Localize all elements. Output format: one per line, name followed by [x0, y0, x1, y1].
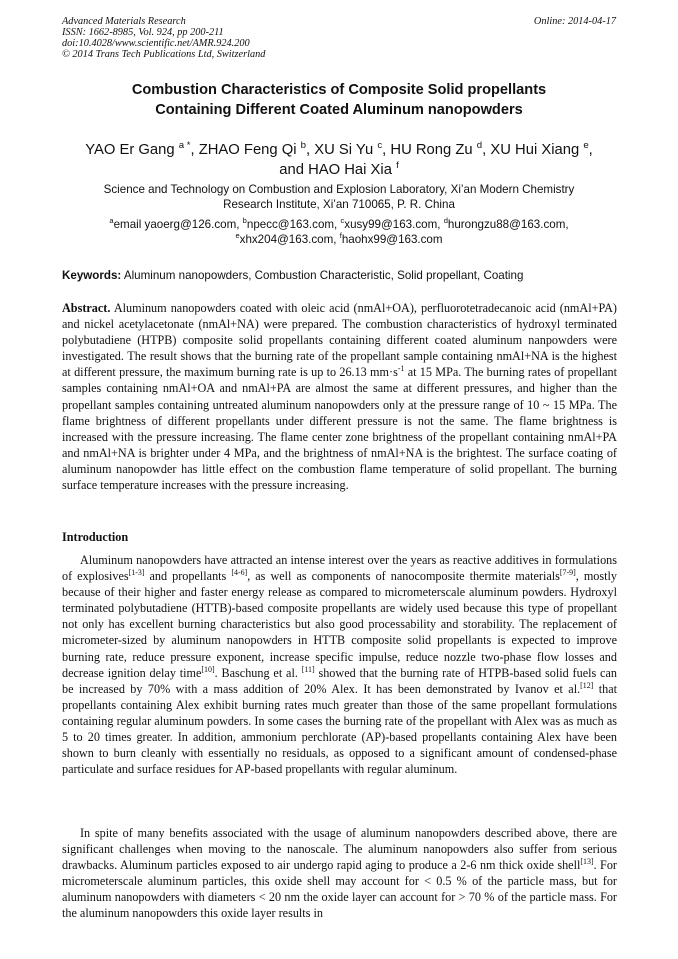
title-line-2: Containing Different Coated Aluminum nanopowders [155, 102, 523, 118]
title-line-1: Combustion Characteristics of Composite Solid propellants [131, 82, 547, 98]
email-address: xhx204@163.com, [239, 233, 340, 246]
email-line-2 [60, 232, 618, 247]
citation-ref[interactable]: [13] [580, 857, 594, 867]
affiliation-line-1: Science and Technology on Combustion and Explosion Laboratory, Xi’an Modern Chemistry [103, 183, 575, 196]
citation-ref[interactable]: [10] [201, 664, 215, 674]
abstract-text: at 15 MPa. The burning rates of propellant samples containing nmAl+OA and nmAl+PA are almost the same at different pressures, and higher than the propellant samples containing untreated aluminum nanopowders only at the pressure range of 10 ~ 15 MPa. The flame brightness of different propellants under different pressure is not the same. The flame brightness is increased with the pressure increasing. The flame center zone brightness of the propellant containing nmAl+PA and nmAl+NA is brighter under 4 MPa, and the brightness of nmAl+NA is the brightest. The surface coating of aluminum nanopowder has little effect on the combustion flame temperature of solid propellant. The burning surface temperature increases with the pressure increasing. [62, 365, 618, 493]
email-mark: c [340, 216, 345, 226]
author-affil-mark: a * [178, 140, 191, 152]
keywords [62, 269, 617, 283]
author-name: XU Hui Xiang [490, 142, 580, 158]
citation-ref[interactable]: [1-3] [128, 568, 145, 578]
email-mark: a [109, 216, 114, 226]
abstract-label: Abstract. [62, 301, 111, 315]
keywords-label: Keywords: [62, 269, 122, 282]
author-list [60, 140, 618, 180]
abstract-text: Aluminum nanopowders coated with oleic acid (nmAl+OA), perfluorotetradecanoic acid (nmAl+PA) and nickel acetylacetonate (nmAl+NA) were prepared. The combustion characteristics of hydroxyl terminated polybutadiene (HTPB) composite solid propellants containing different coated aluminum nanpowders were investigated. The result shows that the burning rate of the propellant sample containing nmAl+NA is the highest at different pressure, the maximum burning rate is up to 26.13 mm·s [62, 301, 617, 380]
paragraph-text: that propellants containing Alex exhibit burning rates much greater than those of the same propellant formulations containing regular aluminum powders. In some cases the burning rate of the propellant with Alex was as much as 5 to 20 times greater. In addition, ammonium perchlorate (AP)-based propellants containing Alex have been shown to burn cleanly with essentially no residuals, as opposed to a significant amount of condensed-phase particulate and surface residues for AP-based propellants with regular aluminum. [62, 681, 617, 777]
email-address: email yaoerg@126.com, [113, 218, 243, 231]
author-and: and [279, 162, 304, 178]
affiliation [60, 182, 618, 212]
author-name: HAO Hai Xia [308, 162, 392, 178]
paragraph-text: In spite of many benefits associated with the usage of aluminum nanopowders described above, there are significant challenges when moving to the nanoscale. The aluminum nanopowders also suffer from serious drawbacks. Aluminum particles exposed to air undergo rapid aging to produce a 2-6 nm thick oxide shell [62, 826, 617, 873]
author-affil-mark: b [300, 140, 307, 152]
online-date: Online: 2014-04-17 [533, 16, 616, 27]
author-name: ZHAO Feng Qi [198, 142, 297, 158]
email-mark: f [339, 231, 342, 241]
author-line-1: YAO Er Gang $^{a *}$, ZHAO Feng Qi $^b$, XU Si Yu $^c$, HU Rong Zu $^d$, XU Hui Xiang $^e$, [85, 140, 593, 158]
author-affil-mark: f [396, 160, 399, 172]
intro-paragraph-2 [62, 825, 617, 922]
author-name: HU Rong Zu [390, 142, 473, 158]
email-address: haohx99@163.com [341, 233, 443, 246]
journal-name: Advanced Materials Research [62, 16, 186, 27]
citation-ref[interactable]: [4-6] [231, 568, 248, 578]
citation-ref[interactable]: [7-9] [559, 568, 576, 578]
introduction-heading: Introduction [62, 530, 129, 544]
email-mark: e [235, 231, 240, 241]
citation-ref[interactable]: [12] [580, 680, 594, 690]
author-line-2 [60, 160, 618, 180]
journal-header [62, 16, 265, 60]
affiliation-line-2: Research Institute, Xi’an 710065, P. R. China [223, 198, 455, 211]
paragraph-text: , as well as components of nanocomposite thermite materials [247, 569, 560, 584]
author-affil-mark: c [377, 140, 383, 152]
email-address: xusy99@163.com, [344, 218, 444, 231]
author-emails [60, 217, 618, 247]
paragraph-text: . Baschung et al. [214, 665, 302, 680]
abstract [62, 300, 617, 493]
author-name: YAO Er Gang [85, 142, 175, 158]
paragraph-text: showed that the burning rate of HTPB-based solid fuels can be increased by 70% with a mass addition of 20% Alex. It has been demonstrated by Ivanov et al. [62, 665, 617, 696]
email-line-1 [60, 217, 618, 232]
email-mark: b [242, 216, 247, 226]
copyright-line: © 2014 Trans Tech Publications Ltd, Switzerland [62, 49, 266, 60]
paragraph-text: . For micrometerscale aluminum particles, this oxide shell may account for < 0.5 % of the particle mass, but for aluminum nanopowders with diameters < 20 nm the oxide layer can account for > 70 % of the particle mass. For the aluminum nanopowders this oxide layer results in [62, 858, 617, 921]
author-affil-mark: d [476, 140, 483, 152]
paragraph-text: and propellants [144, 569, 232, 584]
intro-paragraph-1 [62, 552, 617, 777]
author-name: XU Si Yu [314, 142, 374, 158]
email-mark: d [443, 216, 448, 226]
paragraph-text: , mostly because of their higher and faster energy release as compared to micrometerscale aluminum powders. Hydroxyl terminated polybutadiene (HTTB)-based composite propellants are widely used because this type of propellant not only has excellent burning characteristics but also good processability and storability. The replacement of micrometer-sized by aluminum nanopowders in HTTB composite solid propellants is expected to improve burning rate, reduce pressure exponent, increase specific impulse, reduce nozzle two-phase flow losses and decrease ignition delay time [62, 569, 617, 680]
issn-line: ISSN: 1662-8985, Vol. 924, pp 200-211 [62, 27, 224, 38]
email-address: hurongzu88@163.com, [447, 218, 569, 231]
doi-line: doi:10.4028/www.scientific.net/AMR.924.200 [62, 38, 250, 49]
abstract-superscript: -1 [397, 364, 405, 374]
paragraph-text: Aluminum nanopowders have attracted an intense interest over the years as reactive additives in formulations of explosives [62, 553, 617, 584]
citation-ref[interactable]: [11] [301, 664, 315, 674]
keywords-text: Aluminum nanopowders, Combustion Characteristic, Solid propellant, Coating [121, 269, 524, 282]
paper-title [60, 80, 618, 120]
author-affil-mark: e [583, 140, 589, 152]
email-address: npecc@163.com, [246, 218, 341, 231]
